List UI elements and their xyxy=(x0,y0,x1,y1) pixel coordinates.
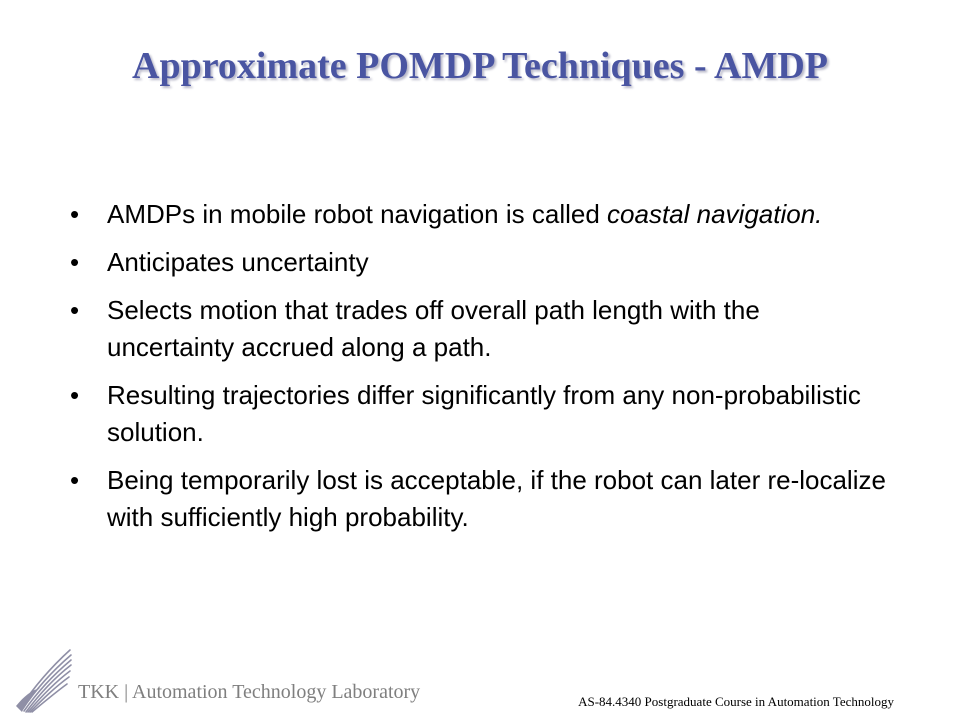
bullet-item xyxy=(70,377,890,451)
bullet-item xyxy=(70,244,890,281)
bullet-text: Resulting trajectories differ significantly from any non-probabilistic solution. xyxy=(107,380,861,447)
footer-course-name: AS-84.4340 Postgraduate Course in Automation Technology xyxy=(578,694,894,709)
bullet-text: AMDPs in mobile robot navigation is called xyxy=(107,199,608,229)
bullet-text: Anticipates uncertainty xyxy=(107,247,369,277)
bullet-dot: • xyxy=(70,380,80,410)
bullet-text: Selects motion that trades off overall path length with the uncertainty accrued along a path. xyxy=(107,295,760,362)
bullet-dot: • xyxy=(70,465,80,495)
bullet-dot: • xyxy=(70,199,80,229)
tkk-logo-icon xyxy=(14,646,74,714)
bullet-dot: • xyxy=(70,247,80,277)
bullet-item xyxy=(70,462,890,536)
footer-lab-name: TKK | Automation Technology Laboratory xyxy=(78,681,421,703)
bullet-item xyxy=(70,292,890,366)
bullet-text: Being temporarily lost is acceptable, if the robot can later re-localize with sufficiently high probability. xyxy=(107,465,886,532)
bullet-dot: • xyxy=(70,295,80,325)
slide-title: Approximate POMDP Techniques - AMDP xyxy=(132,45,828,87)
bullet-emphasis: coastal navigation. xyxy=(607,199,823,229)
bullet-item xyxy=(70,196,890,233)
bullet-list xyxy=(70,196,890,547)
